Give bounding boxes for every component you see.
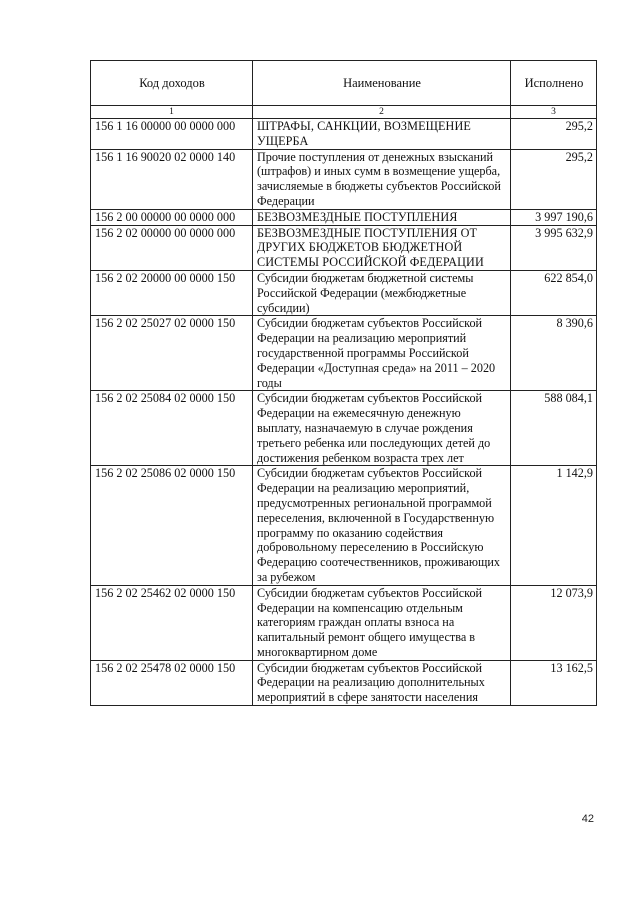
- table-row: [91, 209, 597, 225]
- executed-amount: 3 995 632,9: [511, 225, 597, 270]
- executed-amount: 1 142,9: [511, 466, 597, 585]
- income-name: Субсидии бюджетам субъектов Российской Федерации на ежемесячную денежную выплату, назначаемую в случае рождения третьего ребенка или последующих детей до достижения ребенком возраста трех лет: [253, 391, 511, 466]
- executed-amount: 588 084,1: [511, 391, 597, 466]
- income-code: 156 2 02 25478 02 0000 150: [91, 660, 253, 705]
- table-row: [91, 391, 597, 466]
- executed-amount: 13 162,5: [511, 660, 597, 705]
- table-row: [91, 660, 597, 705]
- income-name: Субсидии бюджетам субъектов Российской Федерации на реализацию мероприятий государственной программы Российской Федерации «Доступная среда» на 2011 – 2020 годы: [253, 316, 511, 391]
- executed-amount: 8 390,6: [511, 316, 597, 391]
- income-name: Субсидии бюджетам бюджетной системы Российской Федерации (межбюджетные субсидии): [253, 270, 511, 315]
- executed-amount: 622 854,0: [511, 270, 597, 315]
- income-code: 156 2 00 00000 00 0000 000: [91, 209, 253, 225]
- column-number-row: [91, 106, 597, 119]
- table-row: [91, 225, 597, 270]
- executed-amount: 295,2: [511, 149, 597, 209]
- income-name: БЕЗВОЗМЕЗДНЫЕ ПОСТУПЛЕНИЯ ОТ ДРУГИХ БЮДЖЕТОВ БЮДЖЕТНОЙ СИСТЕМЫ РОССИЙСКОЙ ФЕДЕРАЦИИ: [253, 225, 511, 270]
- income-code: 156 2 02 25027 02 0000 150: [91, 316, 253, 391]
- table-row: [91, 316, 597, 391]
- table-row: [91, 149, 597, 209]
- income-table: [90, 60, 597, 706]
- income-name: Субсидии бюджетам субъектов Российской Федерации на реализацию дополнительных мероприятий в сфере занятости населения: [253, 660, 511, 705]
- table-row: [91, 119, 597, 150]
- income-name: Субсидии бюджетам субъектов Российской Федерации на компенсацию отдельным категориям граждан оплаты взноса на капитальный ремонт общего имущества в многоквартирном доме: [253, 585, 511, 660]
- column-number: 3: [511, 106, 597, 119]
- income-name: ШТРАФЫ, САНКЦИИ, ВОЗМЕЩЕНИЕ УЩЕРБА: [253, 119, 511, 150]
- income-code: 156 2 02 00000 00 0000 000: [91, 225, 253, 270]
- income-name: Прочие поступления от денежных взысканий (штрафов) и иных сумм в возмещение ущерба, зачисляемые в бюджеты субъектов Российской Федерации: [253, 149, 511, 209]
- header-executed: Исполнено: [511, 61, 597, 106]
- table-row: [91, 270, 597, 315]
- header-name: Наименование: [253, 61, 511, 106]
- income-name: БЕЗВОЗМЕЗДНЫЕ ПОСТУПЛЕНИЯ: [253, 209, 511, 225]
- table-row: [91, 466, 597, 585]
- income-code: 156 1 16 00000 00 0000 000: [91, 119, 253, 150]
- income-code: 156 2 02 25462 02 0000 150: [91, 585, 253, 660]
- income-code: 156 1 16 90020 02 0000 140: [91, 149, 253, 209]
- executed-amount: 295,2: [511, 119, 597, 150]
- document-sheet: [90, 60, 596, 706]
- table-header-row: [91, 61, 597, 106]
- executed-amount: 12 073,9: [511, 585, 597, 660]
- table-row: [91, 585, 597, 660]
- column-number: 1: [91, 106, 253, 119]
- income-code: 156 2 02 25084 02 0000 150: [91, 391, 253, 466]
- income-code: 156 2 02 20000 00 0000 150: [91, 270, 253, 315]
- page-number: 42: [581, 813, 594, 825]
- income-code: 156 2 02 25086 02 0000 150: [91, 466, 253, 585]
- executed-amount: 3 997 190,6: [511, 209, 597, 225]
- column-number: 2: [253, 106, 511, 119]
- income-name: Субсидии бюджетам субъектов Российской Федерации на реализацию мероприятий, предусмотренных региональной программой переселения, включенной в Государственную программу по оказанию содействия добровольному переселению в Российскую Федерацию соотечественников, проживающих за рубежом: [253, 466, 511, 585]
- header-income-code: Код доходов: [91, 61, 253, 106]
